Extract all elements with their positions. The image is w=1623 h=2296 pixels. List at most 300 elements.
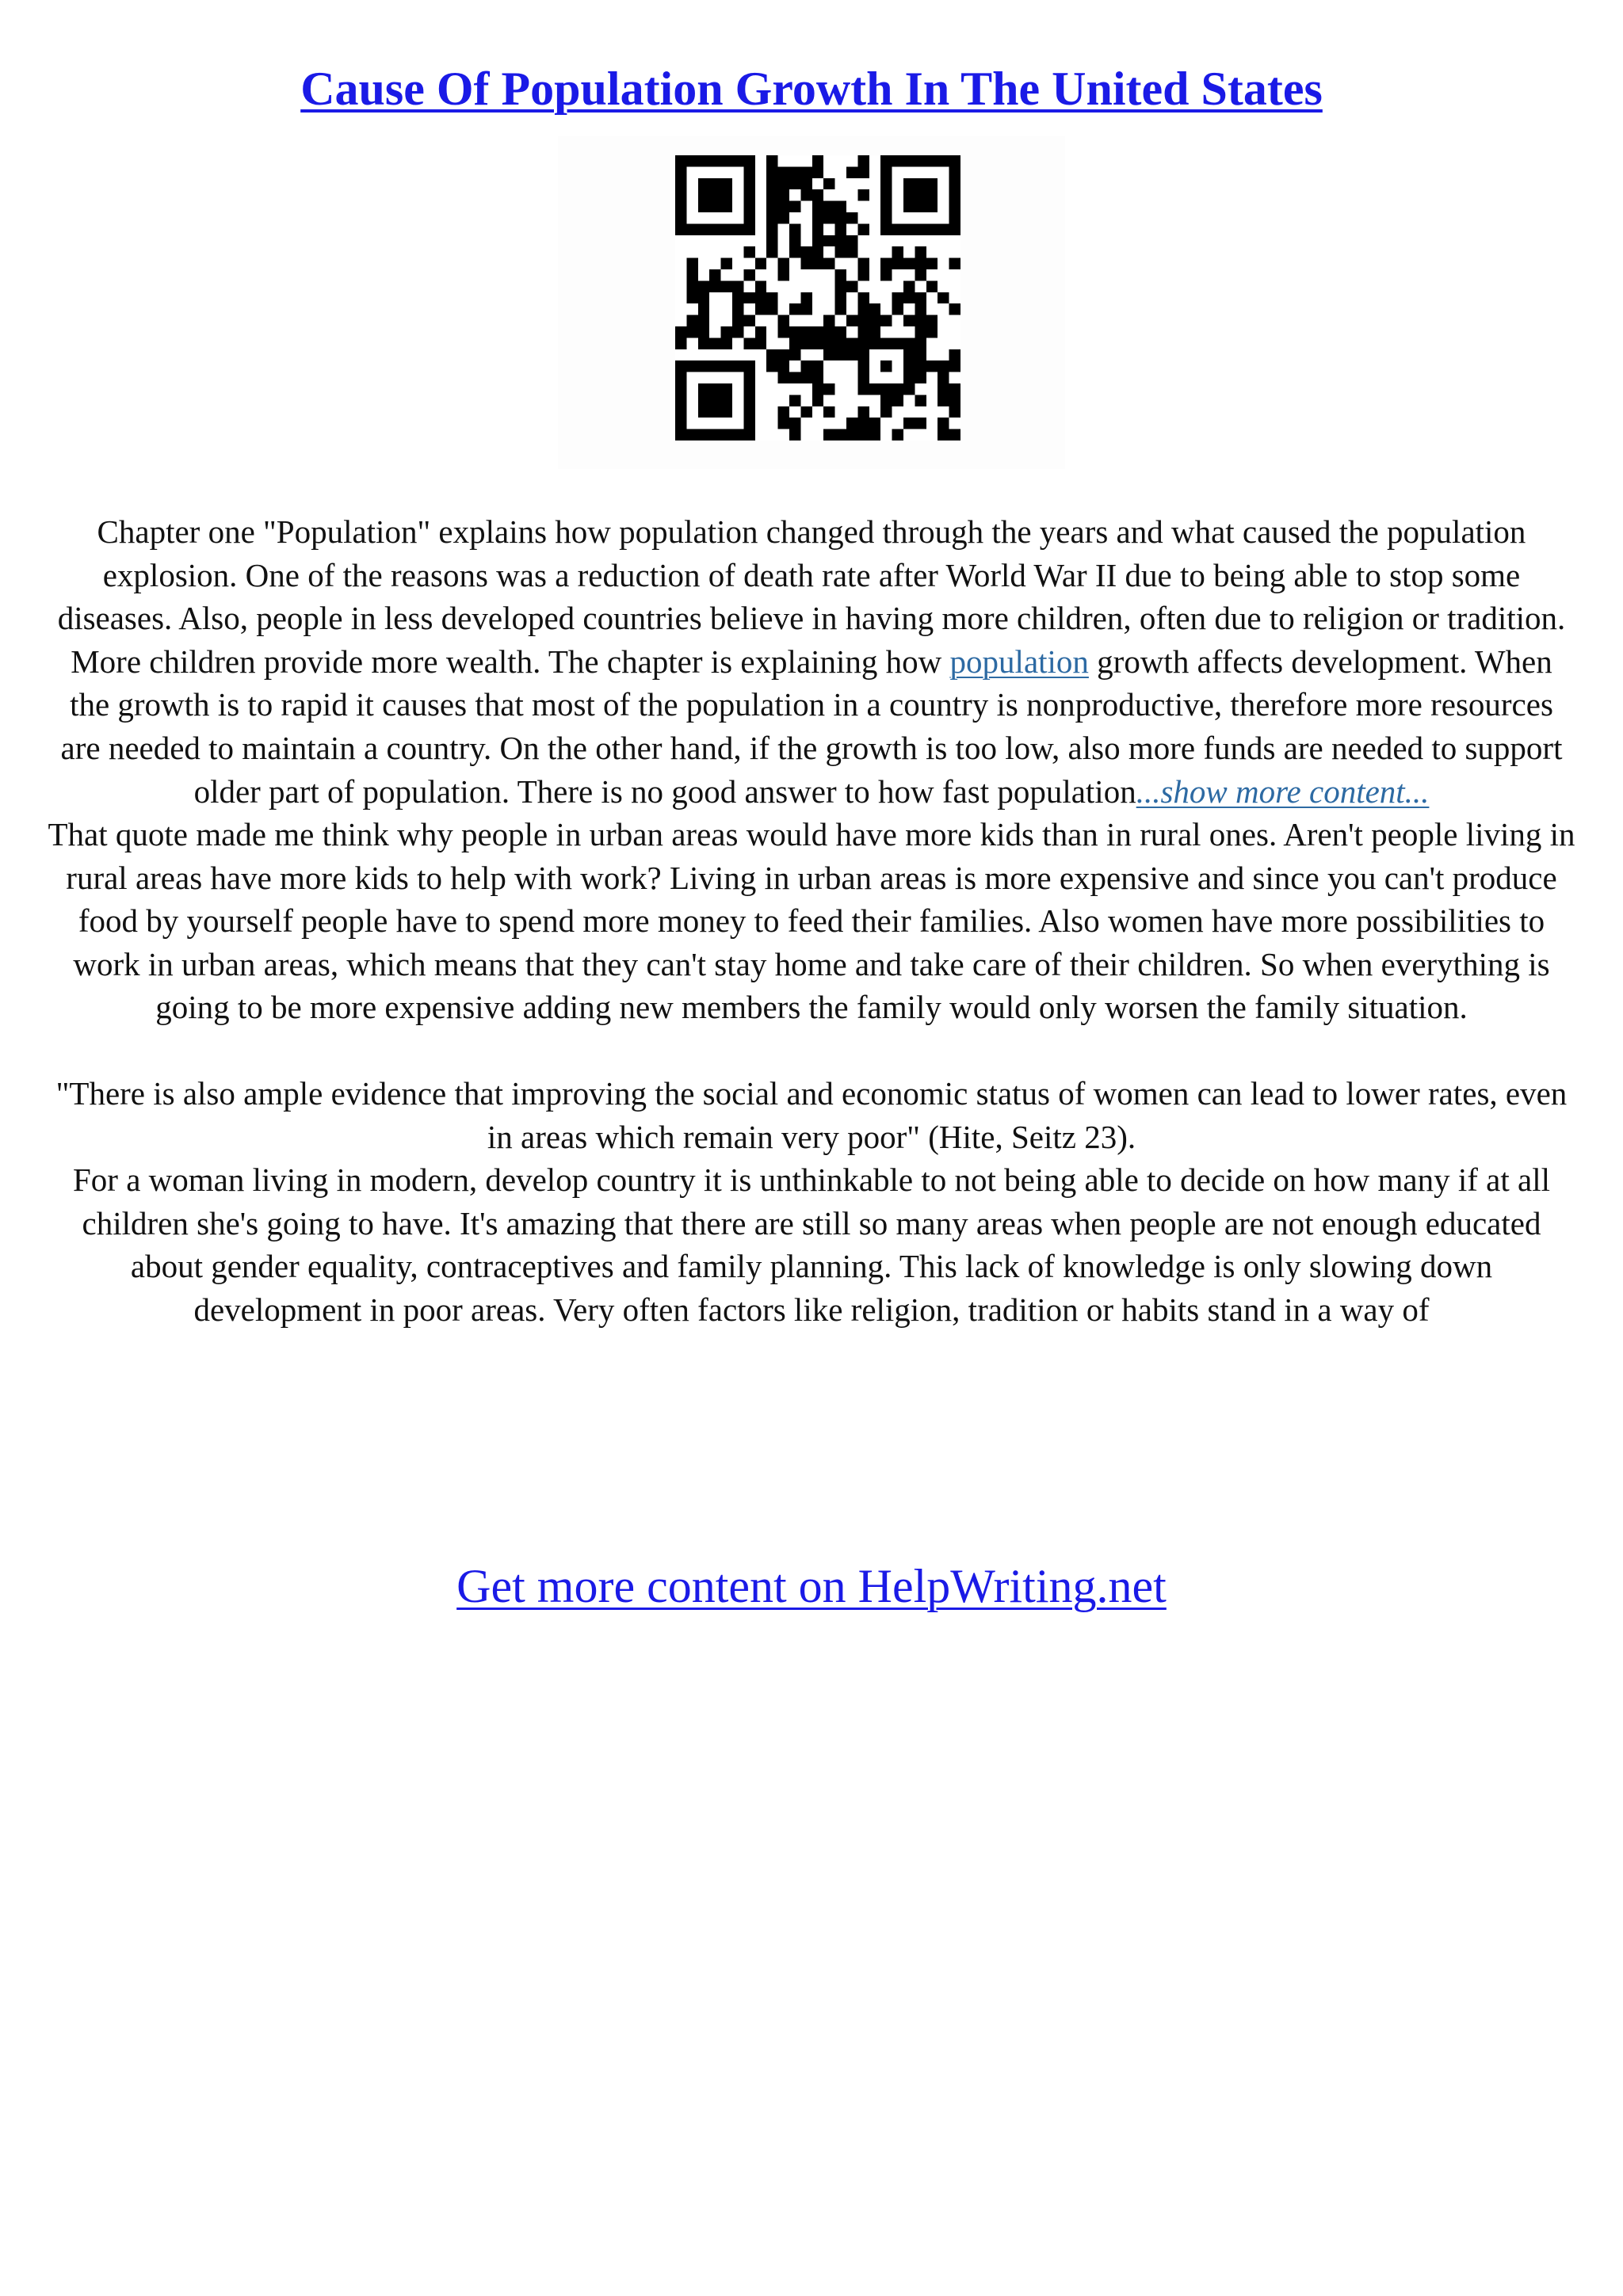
qr-module: [812, 372, 823, 383]
qr-module: [846, 166, 857, 177]
qr-module: [846, 338, 857, 349]
qr-module: [698, 223, 709, 235]
qr-module: [766, 303, 777, 315]
qr-module: [949, 201, 960, 212]
qr-module: [812, 338, 823, 349]
qr-module: [869, 326, 880, 338]
qr-module: [766, 189, 777, 200]
qr-module: [675, 201, 686, 212]
qr-module: [857, 315, 869, 326]
qr-module: [698, 395, 709, 406]
qr-module: [743, 166, 754, 177]
qr-module: [743, 212, 754, 223]
qr-module: [869, 383, 880, 395]
qr-module: [721, 201, 732, 212]
qr-module: [800, 360, 812, 372]
qr-module: [789, 338, 800, 349]
qr-module: [686, 429, 697, 441]
qr-module: [698, 360, 709, 372]
qr-module: [903, 189, 915, 200]
qr-module: [869, 418, 880, 429]
qr-module: [846, 418, 857, 429]
qr-module: [686, 292, 697, 303]
qr-module: [789, 166, 800, 177]
qr-module: [846, 235, 857, 246]
qr-module: [721, 429, 732, 441]
qr-module: [721, 338, 732, 349]
show-more-content-link[interactable]: ...show more content...: [1136, 772, 1430, 810]
qr-module: [732, 223, 743, 235]
qr-module: [755, 280, 766, 292]
qr-module: [686, 155, 697, 166]
qr-module: [823, 326, 834, 338]
qr-module: [766, 166, 777, 177]
qr-module: [915, 315, 926, 326]
qr-module: [903, 372, 915, 383]
qr-module: [675, 429, 686, 441]
qr-module: [915, 258, 926, 269]
qr-module: [743, 429, 754, 441]
qr-module: [938, 223, 949, 235]
qr-module: [721, 223, 732, 235]
qr-module: [800, 338, 812, 349]
qr-module: [698, 280, 709, 292]
qr-module: [789, 246, 800, 257]
qr-module: [823, 235, 834, 246]
get-more-content-link[interactable]: Get more content on HelpWriting.net: [456, 1560, 1167, 1612]
qr-module: [949, 303, 960, 315]
qr-module: [732, 429, 743, 441]
qr-module: [869, 303, 880, 315]
qr-module: [903, 178, 915, 189]
qr-module: [949, 383, 960, 395]
qr-module: [743, 395, 754, 406]
qr-module: [880, 189, 892, 200]
qr-module: [743, 372, 754, 383]
qr-module: [698, 315, 709, 326]
qr-module: [857, 338, 869, 349]
qr-module: [743, 383, 754, 395]
qr-module: [743, 189, 754, 200]
qr-module: [812, 223, 823, 235]
document-title-link[interactable]: Cause Of Population Growth In The United States: [300, 63, 1323, 115]
qr-module: [835, 338, 846, 349]
qr-module: [835, 303, 846, 315]
qr-module: [755, 326, 766, 338]
qr-module: [915, 326, 926, 338]
qr-module: [789, 223, 800, 235]
paragraph-chapter-summary: [48, 510, 1575, 813]
qr-module: [903, 223, 915, 235]
qr-module: [766, 292, 777, 303]
qr-module: [721, 155, 732, 166]
qr-module: [949, 223, 960, 235]
qr-module: [892, 303, 903, 315]
qr-module: [800, 166, 812, 177]
qr-module: [675, 326, 686, 338]
qr-module: [743, 315, 754, 326]
qr-module: [823, 212, 834, 223]
qr-module: [949, 166, 960, 177]
qr-module: [880, 395, 892, 406]
qr-module: [778, 326, 789, 338]
qr-module: [949, 155, 960, 166]
qr-module: [880, 258, 892, 269]
qr-module: [857, 349, 869, 360]
qr-module: [789, 201, 800, 212]
qr-module: [880, 406, 892, 418]
qr-module: [926, 223, 938, 235]
qr-module: [903, 258, 915, 269]
qr-module: [938, 372, 949, 383]
qr-module: [903, 292, 915, 303]
qr-module: [686, 315, 697, 326]
qr-module: [857, 303, 869, 315]
qr-module: [675, 360, 686, 372]
qr-code-panel: [558, 136, 1065, 469]
qr-module: [903, 201, 915, 212]
qr-module: [698, 189, 709, 200]
qr-module: [835, 326, 846, 338]
qr-module: [846, 349, 857, 360]
qr-module: [709, 360, 720, 372]
qr-module: [743, 178, 754, 189]
qr-module: [835, 212, 846, 223]
qr-module: [926, 178, 938, 189]
qr-module: [743, 406, 754, 418]
qr-module: [732, 315, 743, 326]
paragraph-text: growth affects development. When the growth is to rapid it causes that most of the population in a country is nonproductive, therefore more resources are needed to maintain a country. On the other hand, if the growth is too low, also more funds are needed to support older part of population. There is no good answer to how fast population: [60, 643, 1563, 810]
qr-module: [869, 429, 880, 441]
qr-module: [835, 429, 846, 441]
qr-module: [915, 338, 926, 349]
qr-module: [892, 292, 903, 303]
qr-module: [721, 395, 732, 406]
qr-module: [892, 429, 903, 441]
qr-module: [709, 383, 720, 395]
qr-module: [755, 338, 766, 349]
qr-module: [800, 406, 812, 418]
qr-module: [812, 235, 823, 246]
qr-module: [892, 155, 903, 166]
qr-module: [915, 418, 926, 429]
qr-module: [823, 315, 834, 326]
qr-module: [686, 360, 697, 372]
qr-module: [857, 269, 869, 280]
qr-module: [675, 406, 686, 418]
qr-module: [789, 429, 800, 441]
qr-module: [915, 360, 926, 372]
qr-module: [789, 372, 800, 383]
qr-module: [789, 418, 800, 429]
qr-module: [892, 395, 903, 406]
qr-module: [812, 258, 823, 269]
qr-module: [766, 360, 777, 372]
qr-module: [857, 326, 869, 338]
qr-module: [709, 338, 720, 349]
qr-module: [778, 201, 789, 212]
qr-module: [721, 258, 732, 269]
qr-module: [675, 189, 686, 200]
qr-module: [709, 395, 720, 406]
qr-module: [812, 166, 823, 177]
qr-module: [686, 280, 697, 292]
qr-module: [880, 201, 892, 212]
qr-module: [835, 349, 846, 360]
qr-module: [686, 326, 697, 338]
qr-module: [949, 406, 960, 418]
qr-module: [892, 338, 903, 349]
qr-module: [823, 406, 834, 418]
qr-module: [812, 189, 823, 200]
qr-module: [778, 258, 789, 269]
qr-module: [675, 166, 686, 177]
qr-module: [880, 383, 892, 395]
qr-module: [789, 395, 800, 406]
qr-module: [709, 223, 720, 235]
qr-module: [800, 326, 812, 338]
qr-module: [823, 429, 834, 441]
qr-module: [857, 372, 869, 383]
qr-module: [903, 280, 915, 292]
qr-module: [778, 178, 789, 189]
qr-module: [698, 406, 709, 418]
qr-module: [755, 303, 766, 315]
qr-module: [755, 258, 766, 269]
qr-module: [857, 166, 869, 177]
qr-module: [857, 292, 869, 303]
qr-module: [926, 258, 938, 269]
qr-module: [823, 338, 834, 349]
qr-module: [709, 201, 720, 212]
qr-module: [926, 201, 938, 212]
qr-module: [789, 326, 800, 338]
qr-module: [892, 383, 903, 395]
qr-module: [915, 155, 926, 166]
qr-module: [721, 360, 732, 372]
qr-module: [857, 258, 869, 269]
qr-module: [778, 269, 789, 280]
qr-module: [857, 155, 869, 166]
qr-module: [880, 315, 892, 326]
qr-module: [903, 338, 915, 349]
qr-module: [675, 338, 686, 349]
qr-module: [732, 280, 743, 292]
qr-module: [857, 189, 869, 200]
qr-module: [698, 292, 709, 303]
qr-module: [857, 383, 869, 395]
qr-module: [789, 235, 800, 246]
qr-module: [675, 155, 686, 166]
paragraph-text: Chapter one "Population" explains how population changed through the years and what caused the population explosion. One of the reasons was a reduction of death rate after World War II due to being able to stop some diseases. Also, people in less developed countries believe in having more children, often due to religion or tradition. More children provide more wealth. The chapter is explaining how: [57, 513, 1566, 680]
qr-module: [857, 418, 869, 429]
qr-module: [938, 360, 949, 372]
qr-module: [721, 280, 732, 292]
qr-module: [823, 349, 834, 360]
qr-module: [766, 201, 777, 212]
qr-module: [732, 326, 743, 338]
qr-module: [949, 349, 960, 360]
qr-module: [800, 178, 812, 189]
qr-module: [926, 189, 938, 200]
qr-module: [743, 246, 754, 257]
qr-module: [778, 189, 789, 200]
qr-module: [938, 383, 949, 395]
qr-module: [835, 292, 846, 303]
qr-module: [800, 372, 812, 383]
qr-module: [846, 212, 857, 223]
qr-module: [938, 155, 949, 166]
population-link[interactable]: population: [949, 643, 1089, 680]
qr-module: [675, 383, 686, 395]
qr-module: [938, 429, 949, 441]
qr-module: [766, 349, 777, 360]
qr-module: [800, 303, 812, 315]
qr-module: [812, 155, 823, 166]
qr-module: [698, 338, 709, 349]
qr-module: [675, 395, 686, 406]
qr-module: [949, 360, 960, 372]
qr-module: [835, 201, 846, 212]
qr-module: [926, 155, 938, 166]
qr-module: [812, 201, 823, 212]
qr-module: [857, 223, 869, 235]
qr-module: [789, 349, 800, 360]
paragraph-women-education: For a woman living in modern, develop country it is unthinkable to not being able to decide on how many if at all children she's going to have. It's amazing that there are still so many areas when people are not enough educated about gender equality, contraceptives and family planning. This lack of knowledge is only slowing down development in poor areas. Very often factors like religion, tradition or habits stand in a way of: [73, 1161, 1550, 1328]
qr-module: [732, 155, 743, 166]
qr-module: [926, 280, 938, 292]
qr-module: [778, 406, 789, 418]
qr-module: [698, 201, 709, 212]
qr-module: [903, 349, 915, 360]
qr-code-icon: [675, 155, 960, 441]
qr-module: [766, 246, 777, 257]
qr-module: [857, 429, 869, 441]
paragraph-quote: "There is also ample evidence that improving the social and economic status of women can lead to lower rates, even in areas which remain very poor" (Hite, Seitz 23).: [55, 1075, 1568, 1155]
qr-module: [880, 155, 892, 166]
qr-module: [743, 155, 754, 166]
qr-module: [926, 315, 938, 326]
qr-module: [915, 223, 926, 235]
qr-module: [835, 223, 846, 235]
qr-module: [880, 178, 892, 189]
qr-module: [880, 360, 892, 372]
qr-module: [903, 360, 915, 372]
qr-module: [938, 418, 949, 429]
qr-module: [949, 258, 960, 269]
qr-module: [709, 269, 720, 280]
qr-module: [823, 201, 834, 212]
qr-module: [823, 258, 834, 269]
qr-module: [812, 246, 823, 257]
qr-module: [915, 395, 926, 406]
qr-module: [949, 395, 960, 406]
qr-module: [675, 418, 686, 429]
qr-module: [766, 178, 777, 189]
qr-module: [675, 372, 686, 383]
qr-module: [778, 418, 789, 429]
qr-module: [721, 383, 732, 395]
qr-module: [903, 418, 915, 429]
qr-module: [755, 292, 766, 303]
qr-module: [835, 269, 846, 280]
qr-module: [812, 212, 823, 223]
qr-module: [915, 178, 926, 189]
qr-module: [686, 258, 697, 269]
qr-module: [949, 189, 960, 200]
qr-module: [846, 315, 857, 326]
qr-module: [846, 280, 857, 292]
qr-module: [743, 418, 754, 429]
qr-module: [903, 383, 915, 395]
qr-module: [698, 429, 709, 441]
qr-module: [800, 258, 812, 269]
qr-module: [915, 372, 926, 383]
qr-module: [778, 166, 789, 177]
qr-module: [698, 326, 709, 338]
qr-module: [778, 315, 789, 326]
qr-module: [835, 246, 846, 257]
qr-module: [949, 429, 960, 441]
qr-module: [915, 292, 926, 303]
qr-module: [732, 292, 743, 303]
qr-module: [778, 349, 789, 360]
qr-module: [915, 201, 926, 212]
qr-module: [778, 360, 789, 372]
qr-module: [915, 303, 926, 315]
qr-module: [686, 223, 697, 235]
qr-module: [675, 212, 686, 223]
qr-module: [915, 246, 926, 257]
qr-module: [743, 201, 754, 212]
qr-module: [789, 303, 800, 315]
qr-module: [698, 155, 709, 166]
qr-module: [709, 429, 720, 441]
qr-module: [812, 395, 823, 406]
qr-module: [766, 235, 777, 246]
qr-module: [915, 349, 926, 360]
qr-module: [800, 189, 812, 200]
qr-module: [812, 383, 823, 395]
qr-module: [880, 212, 892, 223]
qr-module: [926, 360, 938, 372]
qr-module: [686, 269, 697, 280]
qr-module: [778, 212, 789, 223]
qr-module: [892, 223, 903, 235]
qr-module: [835, 280, 846, 292]
qr-module: [812, 326, 823, 338]
qr-module: [721, 406, 732, 418]
qr-module: [869, 338, 880, 349]
qr-module: [732, 303, 743, 315]
qr-module: [675, 223, 686, 235]
qr-module: [880, 223, 892, 235]
qr-module: [949, 178, 960, 189]
qr-module: [743, 292, 754, 303]
qr-module: [880, 269, 892, 280]
qr-module: [892, 246, 903, 257]
qr-module: [709, 155, 720, 166]
qr-module: [709, 189, 720, 200]
qr-module: [766, 223, 777, 235]
qr-module: [903, 155, 915, 166]
qr-module: [709, 280, 720, 292]
qr-module: [823, 178, 834, 189]
qr-module: [857, 406, 869, 418]
qr-module: [938, 292, 949, 303]
qr-module: [812, 360, 823, 372]
qr-module: [949, 212, 960, 223]
